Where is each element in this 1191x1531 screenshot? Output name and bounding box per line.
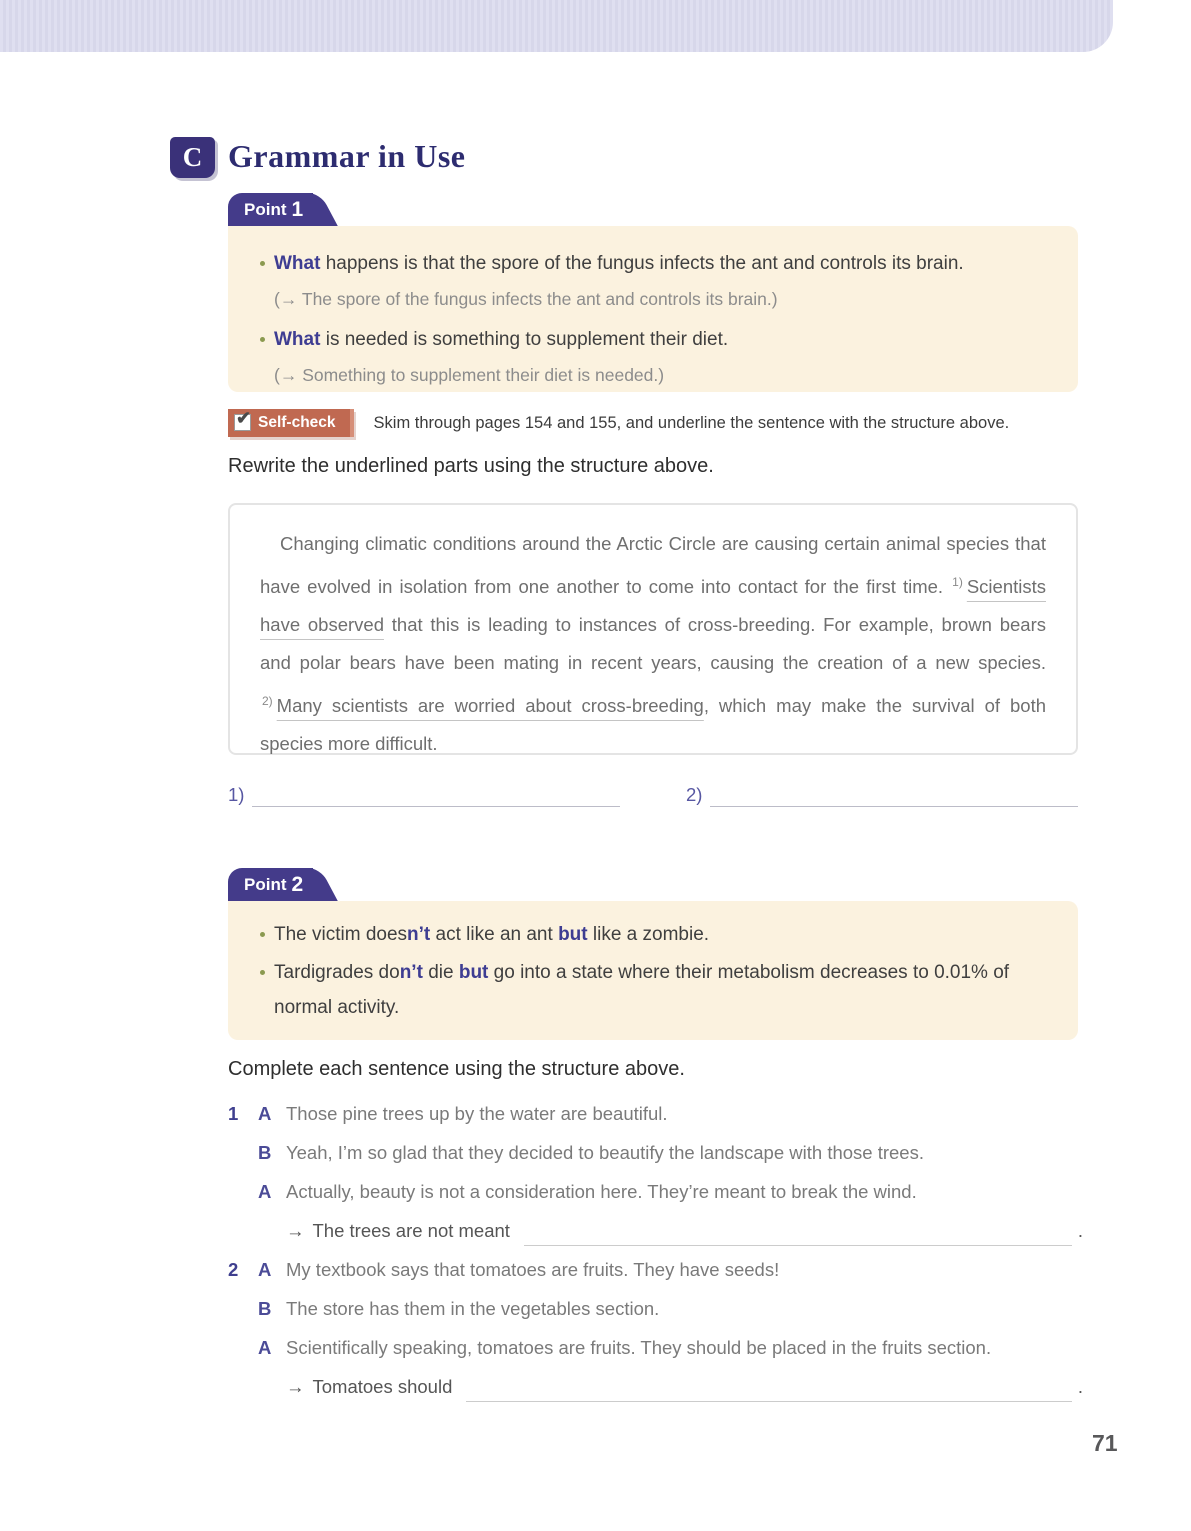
example-segment: The victim does [274,924,408,945]
fill-in-line [286,1211,1083,1250]
speaker-label: B [258,1142,272,1163]
arrow-icon: → [286,1220,305,1241]
dialogue-text: Actually, beauty is not a consideration here. They’re meant to break the wind. [286,1181,917,1202]
example-segment: like a zombie. [587,924,710,945]
point1-badge-label: Point [244,199,287,219]
complete-heading: Complete each sentence using the structure above. [228,1058,685,1080]
example-lead-word: What [274,253,321,274]
example-accent: n’t [407,924,431,945]
point2-example-2 [258,955,1048,1025]
answer-blank-1 [252,783,620,807]
example-sentence: is needed is something to supplement their diet. [320,329,729,350]
point2-example-box [228,901,1078,1040]
example-segment: go into a state where their metabolism decreases to 0.01% of normal activity. [274,962,1010,1018]
answer-label-2: 2) [686,784,703,805]
passage-underlined-1: Scientists have observed [260,576,1046,636]
item-number: 2 [228,1259,239,1280]
self-check-badge [228,409,354,437]
answer-group-2 [686,783,1078,807]
dialogue-text: Yeah, I’m so glad that they decided to beautify the landscape with those trees. [286,1142,924,1163]
point1-example-box [228,226,1078,392]
page-header-bar [0,0,1113,52]
dialogue-text: The store has them in the vegetables section. [286,1298,660,1319]
answer-blank [524,1216,1072,1246]
point1-badge [228,193,313,226]
example-sentence: happens is that the spore of the fungus infects the ant and controls its brain. [320,253,964,274]
passage-part-3: , which may make the survival of both species more difficult. [260,695,1046,755]
section-letter: C [182,142,203,172]
checkmark-icon [234,414,251,431]
arrow-icon: → [286,1376,305,1397]
example-segment: Tardigrades do [274,962,400,983]
self-check-instruction: Skim through pages 154 and 155, and underline the sentence with the structure above. [373,413,1010,432]
dialogue-line [228,1172,1083,1211]
point2-badge-label: Point [244,874,287,894]
example-accent: n’t [399,962,423,983]
speaker-label: B [258,1298,272,1319]
speaker-label: A [258,1181,272,1202]
item-number: 1 [228,1103,239,1124]
self-check-label: Self-check [258,414,336,431]
dialogue-text: My textbook says that tomatoes are fruits. They have seeds! [286,1259,780,1280]
example-accent: but [458,962,489,983]
answer-label-1: 1) [228,784,245,805]
page-number: 71 [1092,1430,1118,1456]
dialogue-text: Scientifically speaking, tomatoes are fruits. They should be placed in the fruits section. [286,1337,992,1358]
answer-stem: The trees are not meant [312,1220,510,1241]
exercise-item-2 [228,1250,1083,1406]
point1-badge-number: 1 [291,197,304,221]
reading-passage-box [228,503,1078,755]
fill-in-line [286,1367,1083,1406]
section-letter-badge [170,137,215,178]
answer-group-1 [228,783,620,807]
passage-marker-1: 1) [952,575,963,589]
dialogue-line [228,1133,1083,1172]
example-accent: but [558,924,588,945]
rewrite-heading: Rewrite the underlined parts using the structure above. [228,455,714,477]
passage-underlined-2: Many scientists are worried about cross-breeding [276,695,704,717]
point1-example-1 [258,246,1048,282]
answer-blank [466,1372,1071,1402]
speaker-label: A [258,1103,272,1124]
answer-period: . [1077,1220,1083,1241]
page-title: Grammar in Use [228,138,466,174]
example-lead-word: What [274,329,321,350]
reading-passage [260,525,1046,763]
speaker-label: A [258,1259,272,1280]
dialogue-text: Those pine trees up by the water are beautiful. [286,1103,668,1124]
passage-part-1: Changing climatic conditions around the Arctic Circle are causing certain animal species that have evolved in isolation from one another to come into contact for the first time. [260,533,1046,598]
answer-period: . [1077,1376,1083,1397]
example-segment: act like an ant [430,924,559,945]
bullet-dot-icon [260,970,265,975]
dialogue-line [228,1094,1083,1133]
dialogue-line [228,1328,1083,1367]
point2-example-1 [258,917,1048,952]
point1-example-2 [258,322,1048,358]
answer-stem: Tomatoes should [312,1376,453,1397]
point1-paraphrase-1: (→ The spore of the fungus infects the ant and controls its brain.) [274,289,778,309]
passage-marker-2: 2) [262,694,273,709]
self-check-row [228,409,1009,437]
passage-part-2: that this is leading to instances of cross-breeding. For example, brown bears and polar bears have been mating in recent years, causing the creation of a new species. [260,614,1046,674]
example-segment: die [422,962,459,983]
point2-badge-number: 2 [291,872,304,896]
bullet-dot-icon [260,261,265,266]
exercise-item-1 [228,1094,1083,1250]
dialogue-line [228,1289,1083,1328]
exercise-list [228,1094,1083,1406]
answer-blank-2 [710,783,1078,807]
rewrite-answers-row [228,783,1078,807]
point2-badge [228,868,313,901]
bullet-dot-icon [260,932,265,937]
dialogue-line [228,1250,1083,1289]
bullet-dot-icon [260,337,265,342]
point1-paraphrase-2: (→ Something to supplement their diet is needed.) [274,365,665,385]
speaker-label: A [258,1337,272,1358]
